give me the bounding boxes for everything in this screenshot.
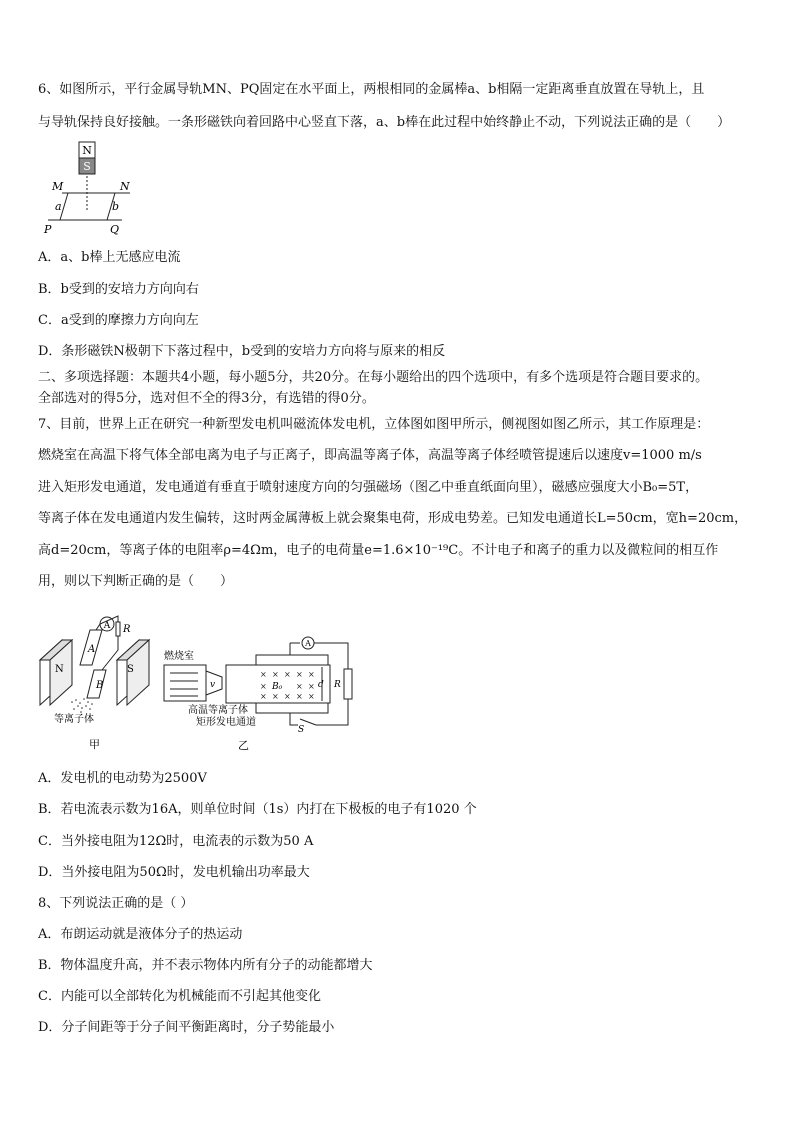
magnet-s-label: S bbox=[83, 160, 91, 173]
q8-stem: 8、下列说法正确的是（ ） bbox=[38, 896, 194, 911]
q8-option-c: C．内能可以全部转化为机械能而不引起其他变化 bbox=[38, 989, 321, 1004]
svg-text:×: × bbox=[284, 692, 291, 701]
yi-ammeter-label: A bbox=[305, 639, 311, 648]
yi-channel-label: 矩形发电通道 bbox=[196, 717, 256, 728]
q7-option-a: A．发电机的电动势为2500V bbox=[38, 771, 207, 786]
q7-option-b: B．若电流表示数为16A，则单位时间（1s）内打在下极板的电子有1020 个 bbox=[38, 802, 477, 817]
q7-stem-line2: 燃烧室在高温下将气体全部电离为电子与正离子，即高温等离子体，高温等离子体经喷管提速后以速度v=1000 m/s bbox=[38, 448, 702, 463]
svg-text:×: × bbox=[272, 670, 279, 679]
yi-lower-plate bbox=[256, 703, 328, 713]
jia-magnet-n-label: N bbox=[55, 664, 64, 675]
svg-text:×: × bbox=[260, 682, 267, 691]
q6-option-d: D．条形磁铁N极朝下下落过程中，b受到的安培力方向将与原来的相反 bbox=[38, 344, 446, 359]
svg-text:×: × bbox=[296, 670, 303, 679]
rail-m-label: M bbox=[52, 180, 64, 193]
q7-figure-jia bbox=[32, 610, 157, 755]
jia-plate-b-label: B bbox=[96, 680, 104, 691]
q6-figure bbox=[40, 140, 150, 235]
jia-plasma-dots bbox=[71, 698, 93, 713]
jia-caption: 甲 bbox=[89, 738, 100, 751]
jia-magnet-s-label: S bbox=[127, 664, 134, 675]
svg-text:×: × bbox=[284, 670, 291, 679]
yi-switch-label: S bbox=[298, 725, 305, 735]
jia-ammeter-label: A bbox=[103, 621, 111, 631]
yi-resistor bbox=[344, 669, 352, 699]
svg-text:×: × bbox=[260, 692, 267, 701]
yi-caption: 乙 bbox=[238, 739, 249, 752]
q6-option-c: C．a受到的摩擦力方向向左 bbox=[38, 313, 199, 328]
magnet-n-label: N bbox=[82, 144, 92, 157]
q7-stem-line4: 等离子体在发电通道内发生偏转，这时两金属薄板上就会聚集电荷，形成电势差。已知发电通道长L=50cm，宽h=20cm， bbox=[38, 511, 748, 526]
q6-stem-line2: 与导轨保持良好接触。一条形磁铁向着回路中心竖直下落，a、b棒在此过程中始终静止不动，下列说法正确的是（ ） bbox=[38, 115, 731, 130]
rail-n-label: N bbox=[120, 180, 130, 193]
q7-figure-yi bbox=[160, 635, 360, 755]
svg-text:×: × bbox=[308, 670, 315, 679]
q8-option-a: A．布朗运动就是液体分子的热运动 bbox=[38, 927, 243, 942]
svg-text:×: × bbox=[308, 692, 315, 701]
svg-text:×: × bbox=[296, 692, 303, 701]
jia-resistor bbox=[116, 622, 120, 636]
yi-chamber-label: 燃烧室 bbox=[164, 651, 194, 662]
svg-text:×: × bbox=[260, 670, 267, 679]
svg-text:×: × bbox=[308, 682, 315, 691]
svg-text:×: × bbox=[272, 692, 279, 701]
q7-option-c: C．当外接电阻为12Ω时，电流表的示数为50 A bbox=[38, 834, 314, 849]
section2-line2: 全部选对的得5分，选对但不全的得3分，有选错的得0分。 bbox=[38, 391, 375, 406]
svg-text:×: × bbox=[296, 682, 303, 691]
q8-option-d: D．分子间距等于分子间平衡距离时，分子势能最小 bbox=[38, 1020, 335, 1035]
q7-option-d: D．当外接电阻为50Ω时，发电机输出功率最大 bbox=[38, 865, 310, 880]
rail-p-label: P bbox=[44, 223, 52, 235]
rod-b-label: b bbox=[112, 200, 120, 213]
rod-a-label: a bbox=[55, 200, 62, 213]
rail-q-label: Q bbox=[110, 223, 120, 235]
q6-option-b: B．b受到的安培力方向向右 bbox=[38, 282, 199, 297]
jia-resistor-label: R bbox=[123, 624, 131, 635]
jia-plasma-label: 等离子体 bbox=[54, 714, 94, 725]
yi-upper-plate bbox=[256, 655, 328, 665]
jia-plate-a-label: A bbox=[88, 644, 96, 655]
q7-stem-line5: 高d=20cm，等离子体的电阻率ρ=4Ωm，电子的电荷量e=1.6×10⁻¹⁹C。不计电子和离子的重力以及微粒间的相互作 bbox=[38, 543, 719, 558]
yi-plasma-label: 高温等离子体 bbox=[188, 705, 248, 716]
yi-d-label: d bbox=[318, 680, 324, 690]
q7-stem-line3: 进入矩形发电通道，发电通道有垂直于喷射速度方向的匀强磁场（图乙中垂直纸面向里），磁感应强度大小B₀=5T， bbox=[38, 480, 699, 495]
yi-v-label: v bbox=[210, 680, 216, 690]
q8-option-b: B．物体温度升高，并不表示物体内所有分子的动能都增大 bbox=[38, 958, 373, 973]
q6-stem-line1: 6、如图所示，平行金属导轨MN、PQ固定在水平面上，两根相同的金属棒a、b相隔一定距离垂直放置在导轨上，且 bbox=[38, 82, 705, 97]
yi-resistor-label: R bbox=[334, 680, 341, 690]
q6-option-a: A．a、b棒上无感应电流 bbox=[38, 250, 181, 265]
q7-stem-line6: 用，则以下判断正确的是（ ） bbox=[38, 574, 234, 589]
q7-stem-line1: 7、目前，世界上正在研究一种新型发电机叫磁流体发电机，立体图如图甲所示，侧视图如图乙所示，其工作原理是： bbox=[38, 417, 710, 432]
yi-b0-label: B₀ bbox=[272, 682, 283, 692]
section2-line1: 二、多项选择题：本题共4小题，每小题5分，共20分。在每小题给出的四个选项中，有多个选项是符合题目要求的。 bbox=[38, 370, 709, 385]
